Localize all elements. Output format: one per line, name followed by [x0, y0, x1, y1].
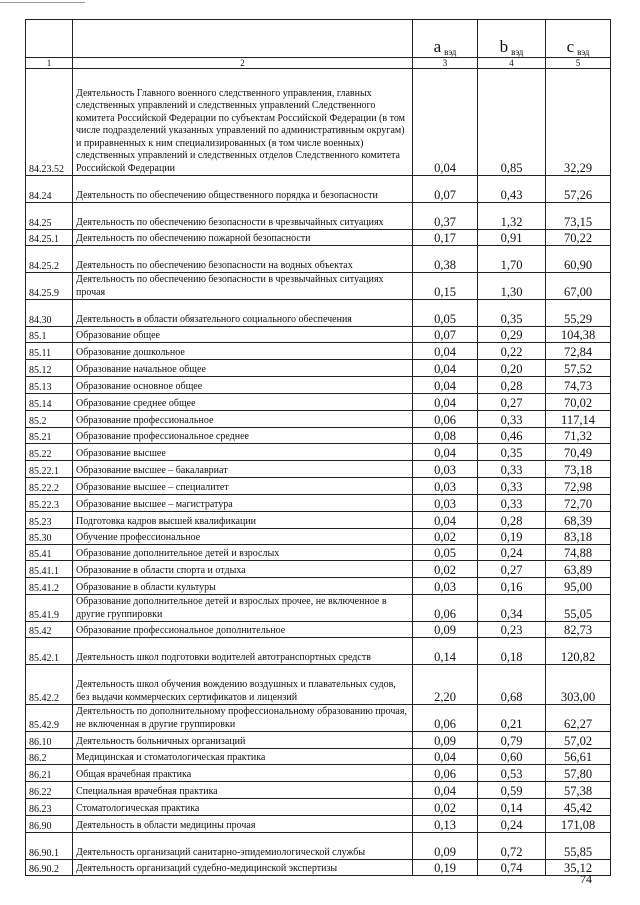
activity-name: Деятельность по обеспечению общественного порядка и безопасности — [73, 176, 413, 203]
activity-name: Образование профессиональное дополнительное — [73, 622, 413, 638]
value-b: 0,33 — [478, 461, 546, 478]
header-a-sub: вэд — [444, 47, 457, 57]
value-a: 0,04 — [413, 444, 478, 461]
value-b: 0,60 — [478, 749, 546, 765]
table-row — [26, 273, 611, 300]
table-row — [26, 461, 611, 478]
table-row — [26, 478, 611, 495]
activity-code: 85.42 — [26, 622, 73, 638]
activity-code: 86.90.1 — [26, 833, 73, 860]
header-c-label: c — [566, 37, 575, 56]
value-c: 63,89 — [546, 561, 611, 578]
value-a: 0,04 — [413, 360, 478, 377]
value-c: 303,00 — [546, 665, 611, 705]
value-b: 0,33 — [478, 495, 546, 512]
activity-code: 84.24 — [26, 176, 73, 203]
value-a: 0,08 — [413, 428, 478, 444]
value-a: 0,09 — [413, 732, 478, 749]
table-row — [26, 638, 611, 665]
activity-code: 86.22 — [26, 782, 73, 799]
activity-name: Медицинская и стоматологическая практика — [73, 749, 413, 765]
value-a: 0,05 — [413, 545, 478, 561]
value-c: 83,18 — [546, 529, 611, 545]
activity-code: 85.41.9 — [26, 595, 73, 622]
value-b: 0,46 — [478, 428, 546, 444]
column-index-row — [26, 58, 611, 69]
activity-code: 85.23 — [26, 512, 73, 529]
activity-code: 85.2 — [26, 411, 73, 428]
value-a: 2,20 — [413, 665, 478, 705]
value-c: 82,73 — [546, 622, 611, 638]
header-b-sub: вэд — [511, 47, 524, 57]
value-a: 0,05 — [413, 300, 478, 327]
value-a: 0,03 — [413, 461, 478, 478]
value-c: 72,98 — [546, 478, 611, 495]
activity-name: Образование в области культуры — [73, 578, 413, 595]
activity-name: Образование начальное общее — [73, 360, 413, 377]
activity-code: 85.41 — [26, 545, 73, 561]
value-a: 0,03 — [413, 495, 478, 512]
activity-name: Образование основное общее — [73, 377, 413, 394]
activity-name: Деятельность по обеспечению пожарной безопасности — [73, 230, 413, 246]
table-row — [26, 444, 611, 461]
value-b: 0,24 — [478, 545, 546, 561]
activity-code: 85.13 — [26, 377, 73, 394]
value-b: 0,28 — [478, 512, 546, 529]
activity-name: Обучение профессиональное — [73, 529, 413, 545]
value-c: 73,15 — [546, 203, 611, 230]
value-b: 0,24 — [478, 816, 546, 833]
activity-name: Деятельность организаций санитарно-эпидемиологической службы — [73, 833, 413, 860]
table-row — [26, 512, 611, 529]
activity-name: Образование общее — [73, 327, 413, 343]
value-b: 0,79 — [478, 732, 546, 749]
table-row — [26, 765, 611, 782]
table-row — [26, 360, 611, 377]
value-c: 70,02 — [546, 394, 611, 411]
value-b: 0,21 — [478, 705, 546, 732]
activity-code: 85.22.3 — [26, 495, 73, 512]
activity-name: Образование высшее — [73, 444, 413, 461]
value-a: 0,06 — [413, 705, 478, 732]
activity-name: Деятельность школ подготовки водителей автотранспортных средств — [73, 638, 413, 665]
value-c: 72,84 — [546, 343, 611, 360]
value-b: 0,19 — [478, 529, 546, 545]
value-a: 0,09 — [413, 833, 478, 860]
activity-code: 86.23 — [26, 799, 73, 816]
table-row — [26, 545, 611, 561]
value-c: 32,29 — [546, 69, 611, 176]
activity-name: Деятельность по обеспечению безопасности в чрезвычайных ситуациях прочая — [73, 273, 413, 300]
value-c: 74,73 — [546, 377, 611, 394]
activity-code: 85.22.1 — [26, 461, 73, 478]
value-a: 0,37 — [413, 203, 478, 230]
value-a: 0,14 — [413, 638, 478, 665]
value-a: 0,06 — [413, 765, 478, 782]
value-b: 0,43 — [478, 176, 546, 203]
value-b: 0,68 — [478, 665, 546, 705]
table-row — [26, 246, 611, 273]
value-a: 0,02 — [413, 561, 478, 578]
value-b: 0,34 — [478, 595, 546, 622]
value-a: 0,09 — [413, 622, 478, 638]
value-c: 55,29 — [546, 300, 611, 327]
activity-code: 86.10 — [26, 732, 73, 749]
table-row — [26, 300, 611, 327]
value-b: 0,53 — [478, 765, 546, 782]
value-c: 171,08 — [546, 816, 611, 833]
activity-code: 84.25.1 — [26, 230, 73, 246]
value-b: 1,70 — [478, 246, 546, 273]
table-row — [26, 782, 611, 799]
activity-name: Образование высшее – бакалавриат — [73, 461, 413, 478]
header-a-label: a — [433, 37, 442, 56]
value-b: 0,27 — [478, 561, 546, 578]
table-row — [26, 529, 611, 545]
table-row — [26, 665, 611, 705]
table-row — [26, 343, 611, 360]
activity-name: Деятельность организаций судебно-медицинской экспертизы — [73, 860, 413, 876]
value-b: 0,27 — [478, 394, 546, 411]
value-b: 0,35 — [478, 444, 546, 461]
header-activity — [73, 20, 413, 58]
index-4: 4 — [478, 58, 546, 69]
value-a: 0,04 — [413, 512, 478, 529]
table-row — [26, 816, 611, 833]
value-b: 0,23 — [478, 622, 546, 638]
header-col-a — [413, 20, 478, 58]
activity-name: Деятельность по обеспечению безопасности в чрезвычайных ситуациях — [73, 203, 413, 230]
activity-code: 85.14 — [26, 394, 73, 411]
table-row — [26, 69, 611, 176]
activity-code: 85.22.2 — [26, 478, 73, 495]
value-a: 0,04 — [413, 749, 478, 765]
table-row — [26, 578, 611, 595]
value-c: 67,00 — [546, 273, 611, 300]
index-2: 2 — [73, 58, 413, 69]
value-c: 35,12 — [546, 860, 611, 876]
value-c: 68,39 — [546, 512, 611, 529]
value-a: 0,13 — [413, 816, 478, 833]
activity-name: Образование в области спорта и отдыха — [73, 561, 413, 578]
value-b: 1,30 — [478, 273, 546, 300]
activity-code: 84.25.9 — [26, 273, 73, 300]
top-rule — [0, 2, 85, 3]
value-b: 0,16 — [478, 578, 546, 595]
activity-name: Образование дополнительное детей и взрослых — [73, 545, 413, 561]
activity-name: Образование высшее – магистратура — [73, 495, 413, 512]
activity-name: Деятельность по обеспечению безопасности на водных объектах — [73, 246, 413, 273]
value-a: 0,04 — [413, 782, 478, 799]
header-c-sub: вэд — [577, 47, 590, 57]
index-3: 3 — [413, 58, 478, 69]
activity-name: Деятельность по дополнительному профессиональному образованию прочая, не включенная в другие группировки — [73, 705, 413, 732]
value-a: 0,06 — [413, 595, 478, 622]
value-c: 72,70 — [546, 495, 611, 512]
value-a: 0,04 — [413, 69, 478, 176]
value-b: 1,32 — [478, 203, 546, 230]
value-a: 0,38 — [413, 246, 478, 273]
value-a: 0,04 — [413, 343, 478, 360]
value-c: 104,38 — [546, 327, 611, 343]
table-row — [26, 561, 611, 578]
activity-code: 84.23.52 — [26, 69, 73, 176]
activity-name: Деятельность в области медицины прочая — [73, 816, 413, 833]
value-c: 57,80 — [546, 765, 611, 782]
activity-code: 85.42.9 — [26, 705, 73, 732]
value-b: 0,59 — [478, 782, 546, 799]
value-a: 0,15 — [413, 273, 478, 300]
activity-code: 85.11 — [26, 343, 73, 360]
value-c: 74,88 — [546, 545, 611, 561]
activity-code: 86.90.2 — [26, 860, 73, 876]
activity-code: 85.1 — [26, 327, 73, 343]
activity-name: Подготовка кадров высшей квалификации — [73, 512, 413, 529]
activity-code: 86.21 — [26, 765, 73, 782]
value-c: 57,38 — [546, 782, 611, 799]
activity-name: Образование среднее общее — [73, 394, 413, 411]
value-b: 0,28 — [478, 377, 546, 394]
table-row — [26, 411, 611, 428]
table-row — [26, 732, 611, 749]
value-b: 0,72 — [478, 833, 546, 860]
activity-name: Деятельность Главного военного следственного управления, главных следственных управлений и следственных управлений Следственного комитета Российской Федерации по субъектам Российской Федерации (в том числе подразделений указанных управлений по административным округам) и приравненных к ним специализированных (в том числе военных) следственных управлений и следственных отделов Следственного комитета Российской Федерации — [73, 69, 413, 176]
table-row — [26, 622, 611, 638]
value-c: 70,49 — [546, 444, 611, 461]
table-row — [26, 377, 611, 394]
table-row — [26, 495, 611, 512]
value-b: 0,22 — [478, 343, 546, 360]
table-row — [26, 595, 611, 622]
activity-name: Образование дополнительное детей и взрослых прочее, не включенное в другие группировки — [73, 595, 413, 622]
table-header-row — [26, 20, 611, 58]
value-c: 55,05 — [546, 595, 611, 622]
table-row — [26, 230, 611, 246]
activity-code: 84.30 — [26, 300, 73, 327]
activity-code: 85.41.2 — [26, 578, 73, 595]
value-b: 0,85 — [478, 69, 546, 176]
value-a: 0,06 — [413, 411, 478, 428]
header-code — [26, 20, 73, 58]
activity-code: 85.30 — [26, 529, 73, 545]
value-c: 45,42 — [546, 799, 611, 816]
activity-code: 85.12 — [26, 360, 73, 377]
activity-name: Образование дошкольное — [73, 343, 413, 360]
value-b: 0,33 — [478, 411, 546, 428]
value-b: 0,18 — [478, 638, 546, 665]
value-a: 0,04 — [413, 394, 478, 411]
activity-name: Специальная врачебная практика — [73, 782, 413, 799]
value-c: 55,85 — [546, 833, 611, 860]
activity-code: 86.90 — [26, 816, 73, 833]
value-c: 73,18 — [546, 461, 611, 478]
table-row — [26, 327, 611, 343]
value-c: 71,32 — [546, 428, 611, 444]
value-b: 0,33 — [478, 478, 546, 495]
activity-code: 85.42.1 — [26, 638, 73, 665]
table-row — [26, 428, 611, 444]
value-c: 60,90 — [546, 246, 611, 273]
activity-code: 85.22 — [26, 444, 73, 461]
value-b: 0,14 — [478, 799, 546, 816]
header-b-label: b — [499, 37, 509, 56]
header-col-b — [478, 20, 546, 58]
activity-code: 85.41.1 — [26, 561, 73, 578]
table-row — [26, 394, 611, 411]
table-row — [26, 705, 611, 732]
value-c: 57,26 — [546, 176, 611, 203]
activity-code: 85.21 — [26, 428, 73, 444]
activity-name: Образование профессиональное среднее — [73, 428, 413, 444]
value-c: 57,52 — [546, 360, 611, 377]
activity-name: Деятельность в области обязательного социального обеспечения — [73, 300, 413, 327]
table-row — [26, 833, 611, 860]
table-row — [26, 749, 611, 765]
activity-code: 84.25 — [26, 203, 73, 230]
value-c: 117,14 — [546, 411, 611, 428]
value-a: 0,02 — [413, 529, 478, 545]
value-b: 0,91 — [478, 230, 546, 246]
index-1: 1 — [26, 58, 73, 69]
activity-name: Деятельность школ обучения вождению воздушных и плавательных судов, без выдачи коммерческих сертификатов и лицензий — [73, 665, 413, 705]
activity-code: 86.2 — [26, 749, 73, 765]
activity-name: Стоматологическая практика — [73, 799, 413, 816]
coefficients-table — [25, 19, 611, 876]
index-5: 5 — [546, 58, 611, 69]
table-row — [26, 799, 611, 816]
value-a: 0,19 — [413, 860, 478, 876]
table-row — [26, 860, 611, 876]
activity-name: Общая врачебная практика — [73, 765, 413, 782]
value-a: 0,04 — [413, 377, 478, 394]
value-c: 95,00 — [546, 578, 611, 595]
table-row — [26, 176, 611, 203]
value-c: 62,27 — [546, 705, 611, 732]
value-a: 0,02 — [413, 799, 478, 816]
value-a: 0,07 — [413, 327, 478, 343]
value-c: 120,82 — [546, 638, 611, 665]
activity-name: Образование высшее – специалитет — [73, 478, 413, 495]
value-b: 0,74 — [478, 860, 546, 876]
activity-code: 84.25.2 — [26, 246, 73, 273]
value-a: 0,17 — [413, 230, 478, 246]
value-c: 56,61 — [546, 749, 611, 765]
value-a: 0,07 — [413, 176, 478, 203]
activity-name: Деятельность больничных организаций — [73, 732, 413, 749]
table-row — [26, 203, 611, 230]
value-c: 70,22 — [546, 230, 611, 246]
value-c: 57,02 — [546, 732, 611, 749]
value-b: 0,35 — [478, 300, 546, 327]
value-b: 0,29 — [478, 327, 546, 343]
value-b: 0,20 — [478, 360, 546, 377]
activity-name: Образование профессиональное — [73, 411, 413, 428]
page-number: 74 — [580, 872, 592, 886]
value-a: 0,03 — [413, 478, 478, 495]
header-col-c — [546, 20, 611, 58]
value-a: 0,03 — [413, 578, 478, 595]
activity-code: 85.42.2 — [26, 665, 73, 705]
